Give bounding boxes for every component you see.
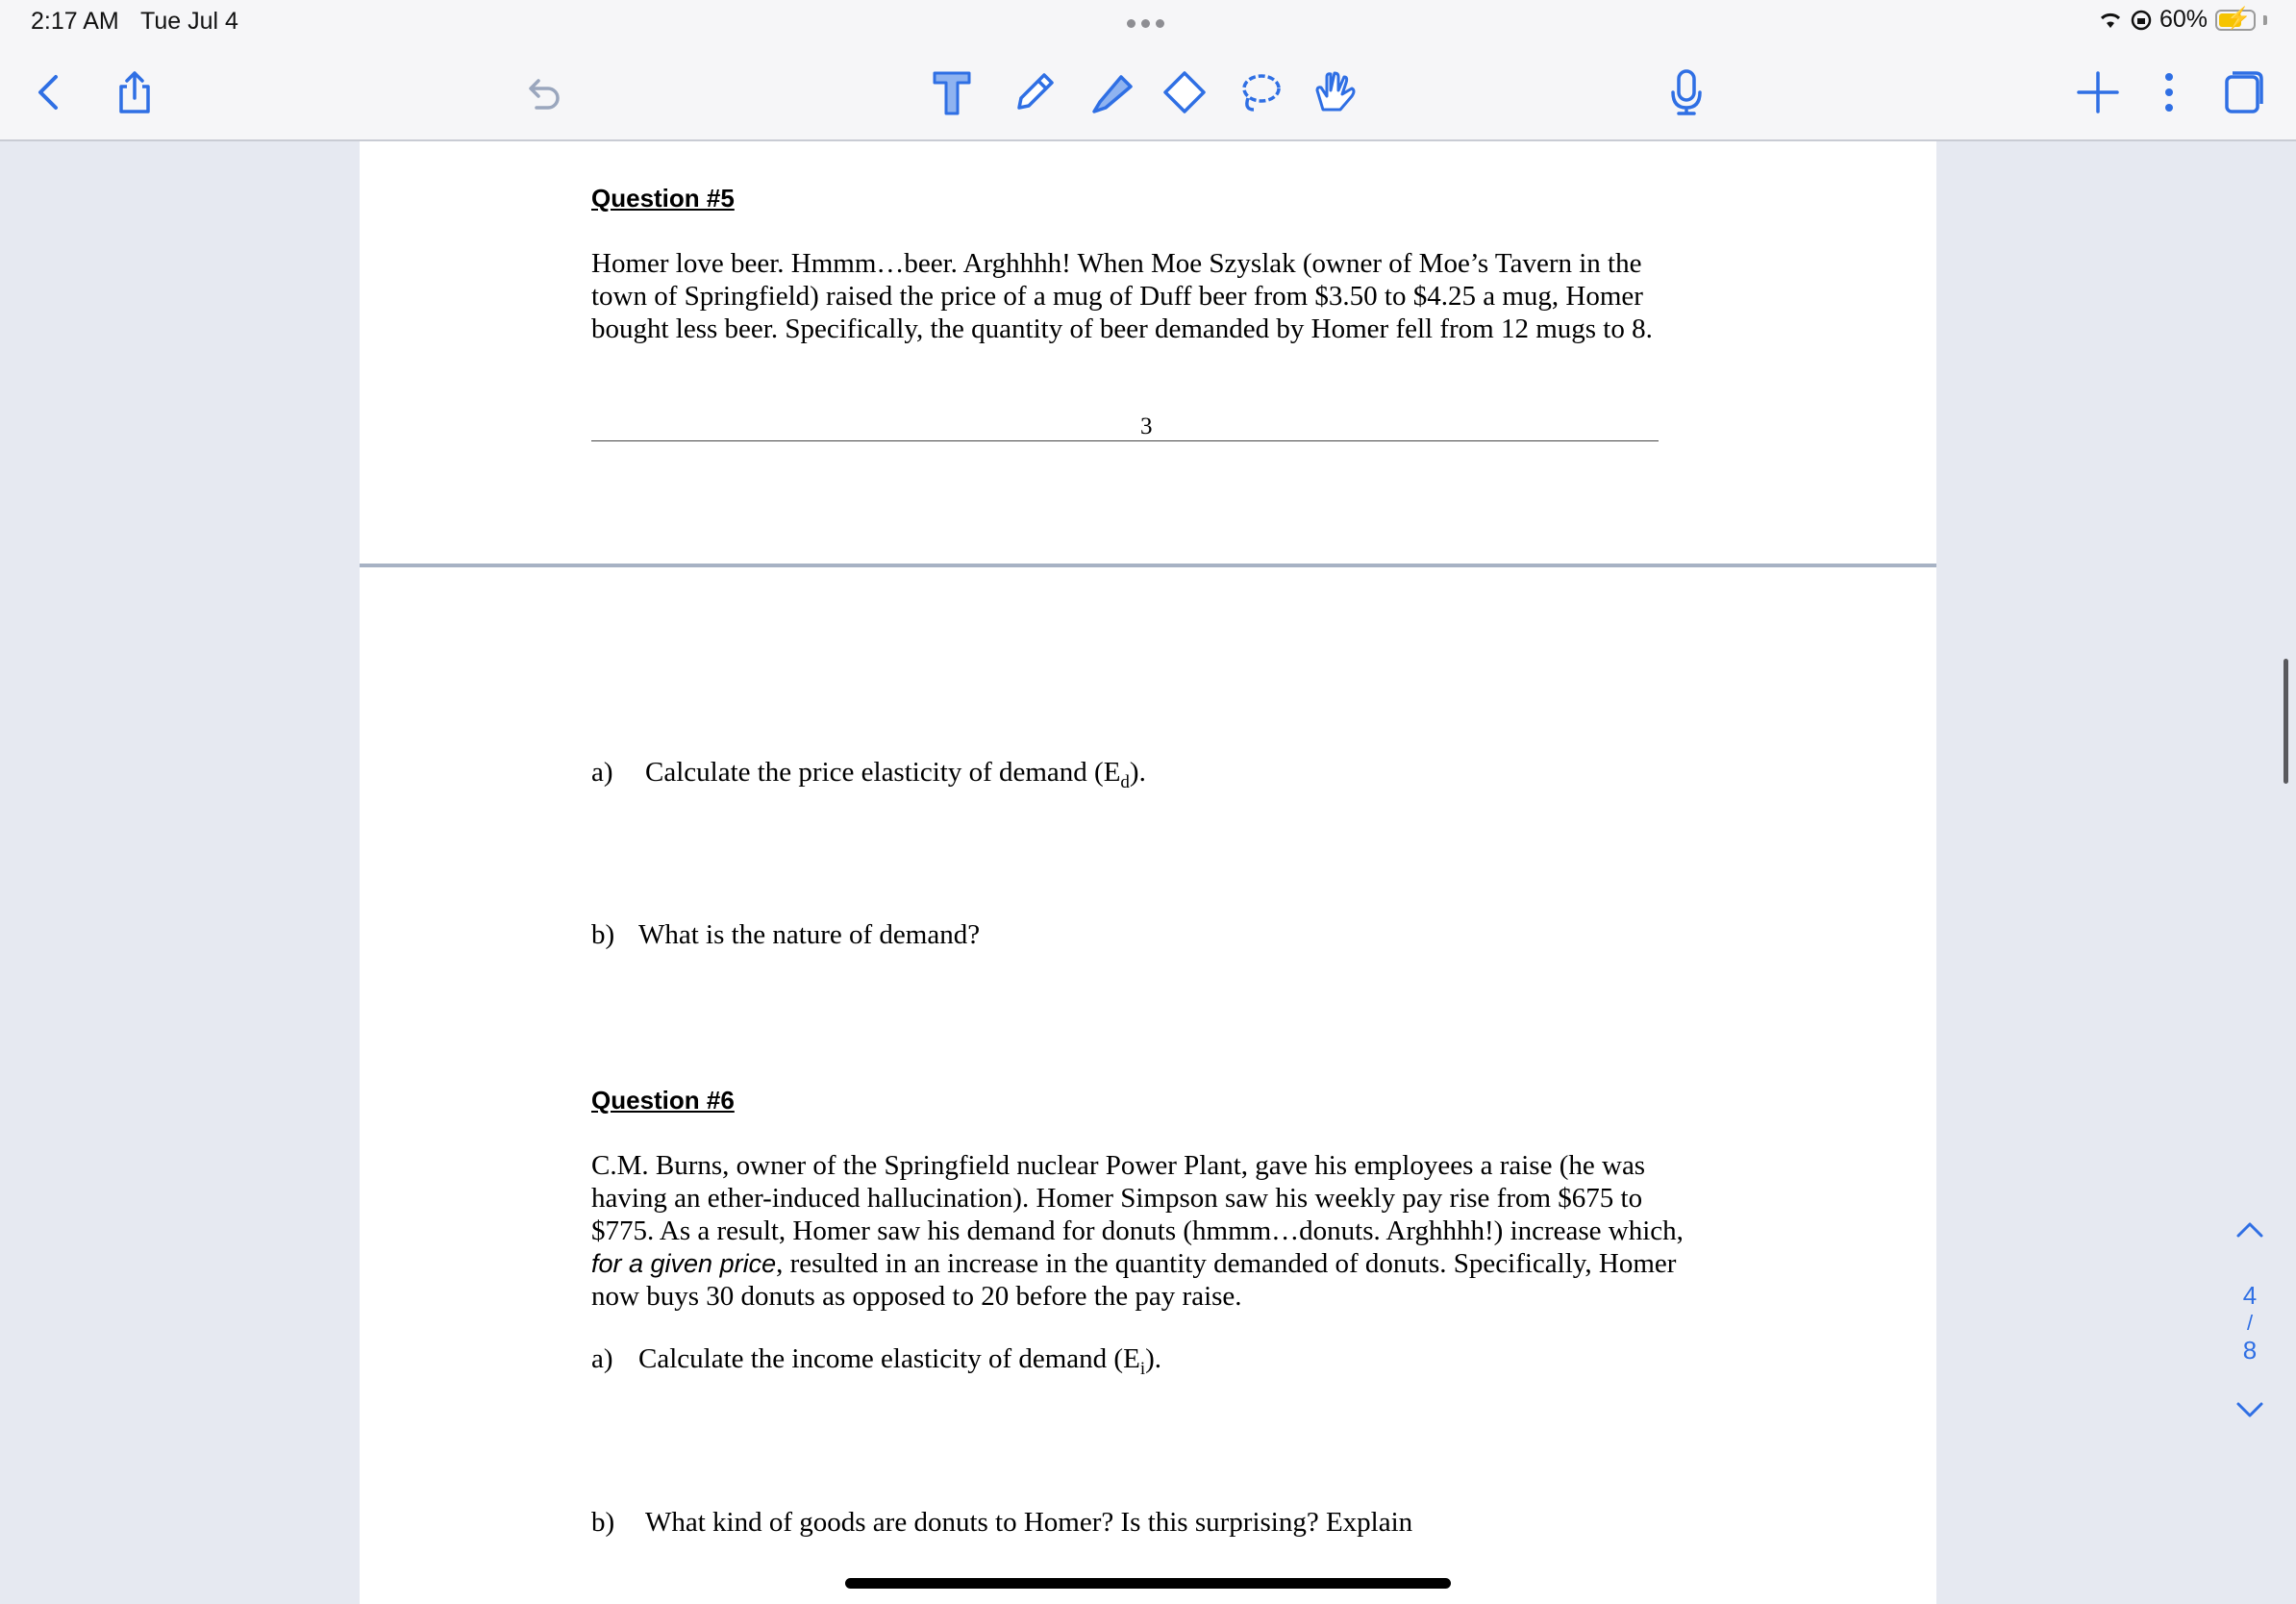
back-button[interactable] (21, 63, 79, 121)
eraser-icon (1160, 67, 1210, 117)
hand-tool-button[interactable] (1306, 63, 1363, 121)
add-icon (2073, 67, 2123, 117)
undo-button[interactable] (515, 63, 573, 121)
question-5b: b) What is the nature of demand? (591, 919, 981, 950)
footer-rule (591, 440, 1659, 441)
status-right (2098, 6, 2267, 34)
text-tool-icon (927, 67, 977, 117)
status-date: Tue Jul 4 (140, 8, 238, 35)
question-6-heading: Question #6 (591, 1086, 735, 1115)
lasso-icon (1235, 67, 1285, 117)
add-page-button[interactable] (2069, 63, 2127, 121)
more-button[interactable] (2140, 63, 2198, 121)
pen-tool-button[interactable] (1006, 63, 1063, 121)
text-tool-button[interactable] (923, 63, 981, 121)
chevron-down-icon[interactable] (2234, 1400, 2265, 1419)
hand-icon (1310, 67, 1360, 117)
question-6a: a) Calculate the income elasticity of demand $(E_i)$. (591, 1343, 1162, 1379)
pages-icon (2217, 67, 2267, 117)
current-page: 4 (2242, 1281, 2258, 1310)
share-button[interactable] (106, 63, 163, 121)
total-pages: 8 (2242, 1336, 2258, 1365)
pen-icon (1010, 67, 1060, 117)
page-navigator (2231, 1216, 2269, 1426)
microphone-icon (1661, 67, 1711, 117)
wifi-icon (2098, 11, 2123, 30)
chevron-up-icon[interactable] (2234, 1220, 2265, 1240)
eraser-tool-button[interactable] (1156, 63, 1213, 121)
question-5a: a) Calculate the price elasticity of demand $(E_d)$. (591, 757, 1146, 792)
battery-percent: 60% (2159, 6, 2208, 33)
question-6b: b) What kind of goods are donuts to Homer? Is this surprising? Explain (591, 1507, 1413, 1538)
page-separator-slash: / (2246, 1311, 2254, 1335)
status-time: 2:17 AM (31, 8, 119, 35)
pages-button[interactable] (2213, 63, 2271, 121)
back-icon (25, 67, 75, 117)
status-bar (0, 0, 2296, 44)
lasso-tool-button[interactable] (1231, 63, 1288, 121)
orientation-lock-icon (2131, 10, 2152, 31)
highlighter-tool-button[interactable] (1083, 63, 1140, 121)
undo-icon (519, 67, 569, 117)
battery-icon: ⚡ (2215, 10, 2256, 31)
question-5-text: Homer love beer. Hmmm…beer. Arghhhh! When Moe Szyslak (owner of Moe’s Tavern in the town of Springfield) raised the price of a mug of Duff beer from $3.50 to $4.25 a mug, Homer bought less beer. Specifically, the quantity of beer demanded by Homer fell from 12 mugs to 8. (591, 248, 1653, 344)
page-number: 3 (1140, 414, 1153, 439)
toolbar (0, 44, 2296, 141)
scrollbar-thumb[interactable] (2284, 659, 2288, 784)
share-icon (110, 67, 160, 117)
multitasking-dots[interactable] (1127, 19, 1164, 28)
microphone-button[interactable] (1658, 63, 1715, 121)
more-icon (2144, 67, 2194, 117)
home-indicator[interactable] (845, 1578, 1451, 1589)
question-5-heading: Question #5 (591, 184, 735, 213)
question-6-text: C.M. Burns, owner of the Springfield nuclear Power Plant, gave his employees a raise (he was having an ether-induced hallucination). Homer Simpson saw his weekly pay rise from $675 to $775. As a result, Homer saw his demand for donuts (hmmm…donuts. Arghhhh!) increase which, for a given price, resulted in an increase in the quantity demanded of donuts. Specifically, Homer now buys 30 donuts as opposed to 20 before the pay raise. (591, 1150, 1684, 1312)
highlighter-icon (1086, 67, 1136, 117)
